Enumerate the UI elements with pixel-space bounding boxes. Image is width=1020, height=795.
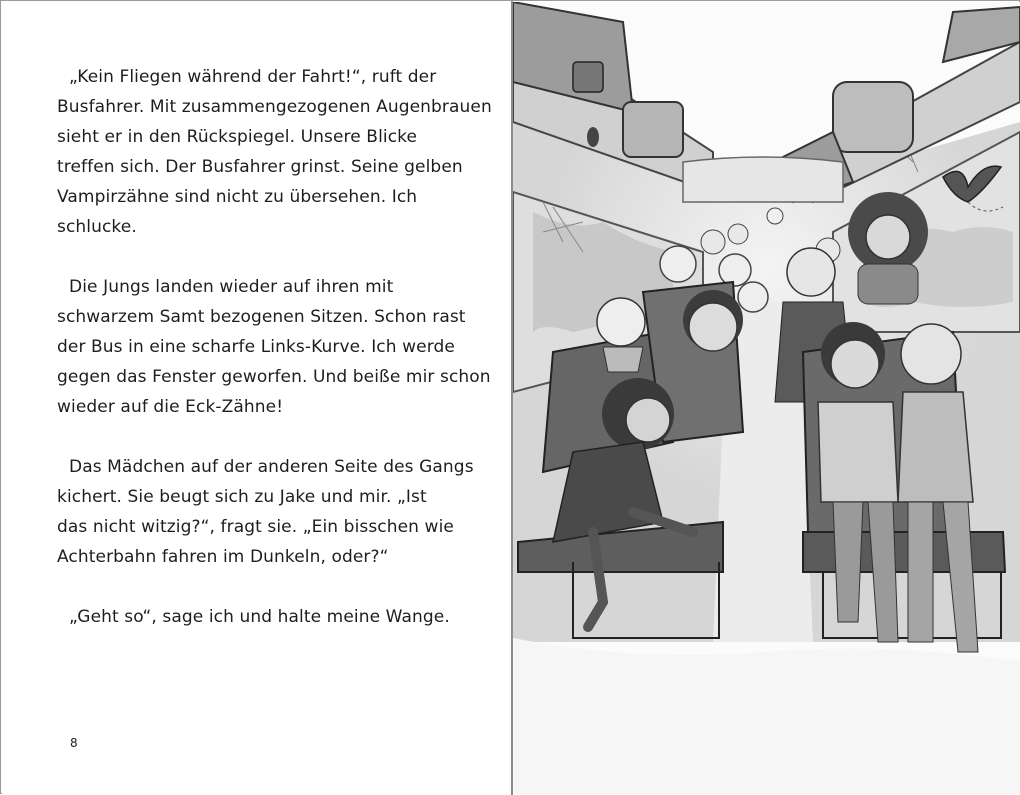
left-page [2,2,511,794]
text-line: treffen sich. Der Busfahrer grinst. Seine gelben [57,157,463,177]
text-line: Das Mädchen auf der anderen Seite des Gangs [69,457,474,477]
suitcase-icon [573,62,603,92]
bag-icon [623,102,683,157]
text-line: kichert. Sie beugt sich zu Jake und mir. „Ist [57,487,427,507]
paragraph-2 [57,272,491,422]
story-text [57,62,492,662]
girl-curly-hair [848,192,928,304]
paragraph-1 [57,62,492,242]
text-line: schlucke. [57,217,137,237]
text-line: „Geht so“, sage ich und halte meine Wange. [69,607,450,627]
paragraph-3 [57,452,487,572]
text-line: sieht er in den Rückspiegel. Unsere Blicke [57,127,418,147]
hanging-bat-icon [587,127,599,147]
text-line: gegen das Fenster geworfen. Und beiße mir schon [57,367,491,387]
text-line: Achterbahn fahren im Dunkeln, oder?“ [57,547,389,567]
text-line: Die Jungs landen wieder auf ihren mit [69,277,394,297]
floor-wash [513,638,1020,794]
right-page-illustration [513,2,1020,794]
page-number: 8 [70,736,78,750]
text-line: Busfahrer. Mit zusammengezogenen Augenbrauen [57,97,492,117]
text-line: das nicht witzig?“, fragt sie. „Ein bisschen wie [57,517,454,537]
bus-illustration [513,2,1020,794]
text-line: wieder auf die Eck-Zähne! [57,397,284,417]
backpack-icon [833,82,913,152]
text-line: schwarzem Samt bezogenen Sitzen. Schon rast [57,307,466,327]
paragraph-4 [57,602,487,632]
text-line: Vampirzähne sind nicht zu übersehen. Ich [57,187,418,207]
text-line: „Kein Fliegen während der Fahrt!“, ruft der [69,67,437,87]
bus-ceiling [683,157,843,202]
text-line: der Bus in eine scharfe Links-Kurve. Ich werde [57,337,455,357]
